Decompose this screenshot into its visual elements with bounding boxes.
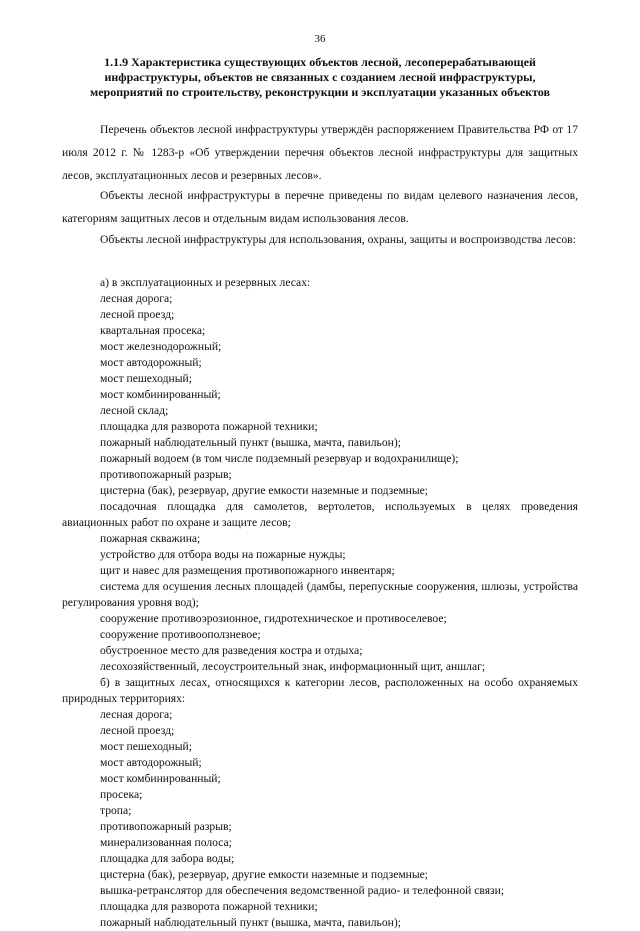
list-item: лесной проезд; <box>100 724 175 737</box>
list-item: система для осушения лесных площадей (дамбы, перепускные сооружения, шлюзы, устройства регулирования уровня вод); <box>62 580 578 609</box>
list-item: посадочная площадка для самолетов, вертолетов, используемых в целях проведения авиационных работ по охране и защите лесов; <box>62 500 578 529</box>
list-item: лесная дорога; <box>100 708 173 721</box>
list-item: просека; <box>100 788 143 801</box>
infrastructure-list <box>62 275 578 931</box>
list-item: лесной склад; <box>100 404 169 417</box>
list-item: мост пешеходный; <box>100 740 192 753</box>
list-item: обустроенное место для разведения костра и отдыха; <box>100 644 363 657</box>
list-item: противопожарный разрыв; <box>100 468 232 481</box>
list-item: сооружение противоэрозионное, гидротехническое и противоселевое; <box>100 612 447 625</box>
list-item: щит и навес для размещения противопожарного инвентаря; <box>100 564 395 577</box>
paragraph: Перечень объектов лесной инфраструктуры утверждён распоряжением Правительства РФ от 17 июля 2012 г. № 1283-р «Об утверждении перечня объектов лесной инфраструктуры для защитных лесов, эксплуатационных лесов и резервных лесов». <box>62 123 578 182</box>
list-item: вышка-ретранслятор для обеспечения ведомственной радио- и телефонной связи; <box>100 884 505 897</box>
heading-line: 1.1.9 Характеристика существующих объектов лесной, лесоперерабатывающей <box>104 55 536 69</box>
list-item: тропа; <box>100 804 132 817</box>
heading-line: инфраструктуры, объектов не связанных с созданием лесной инфраструктуры, <box>104 70 536 84</box>
list-item: квартальная просека; <box>100 324 206 337</box>
list-item: б) в защитных лесах, относящихся к категории лесов, расположенных на особо охраняемых природных территориях: <box>62 676 578 705</box>
list-item: пожарная скважина; <box>100 532 201 545</box>
list-item: мост пешеходный; <box>100 372 192 385</box>
list-item: мост автодорожный; <box>100 356 202 369</box>
list-item: пожарный наблюдательный пункт (вышка, мачта, павильон); <box>100 436 401 449</box>
page-number: 36 <box>314 33 326 45</box>
list-item: площадка для разворота пожарной техники; <box>100 900 318 913</box>
list-item: минерализованная полоса; <box>100 836 232 849</box>
list-item: противопожарный разрыв; <box>100 820 232 833</box>
list-item: пожарный наблюдательный пункт (вышка, мачта, павильон); <box>100 916 401 929</box>
list-item: пожарный водоем (в том числе подземный резервуар и водохранилище); <box>100 452 459 465</box>
list-item: лесная дорога; <box>100 292 173 305</box>
list-item: мост железнодорожный; <box>100 340 222 353</box>
list-item: цистерна (бак), резервуар, другие емкости наземные и подземные; <box>100 868 429 881</box>
section-heading <box>60 55 580 100</box>
heading-line: мероприятий по строительству, реконструкции и эксплуатации указанных объектов <box>90 85 550 99</box>
list-item: площадка для забора воды; <box>100 852 235 865</box>
list-item: устройство для отбора воды на пожарные нужды; <box>100 548 346 561</box>
paragraph: Объекты лесной инфраструктуры в перечне приведены по видам целевого назначения лесов, категориям защитных лесов и отдельным видам использования лесов. <box>62 189 578 225</box>
list-item: цистерна (бак), резервуар, другие емкости наземные и подземные; <box>100 484 429 497</box>
list-item: мост комбинированный; <box>100 388 221 401</box>
list-item: а) в эксплуатационных и резервных лесах: <box>100 276 311 289</box>
list-item: мост комбинированный; <box>100 772 221 785</box>
list-item: площадка для разворота пожарной техники; <box>100 420 318 433</box>
list-item: лесной проезд; <box>100 308 175 321</box>
paragraph: Объекты лесной инфраструктуры для использования, охраны, защиты и воспроизводства лесов: <box>100 233 576 246</box>
list-item: лесохозяйственный, лесоустроительный знак, информационный щит, аншлаг; <box>100 660 486 673</box>
list-item: мост автодорожный; <box>100 756 202 769</box>
list-item: сооружение противооползневое; <box>100 628 261 641</box>
